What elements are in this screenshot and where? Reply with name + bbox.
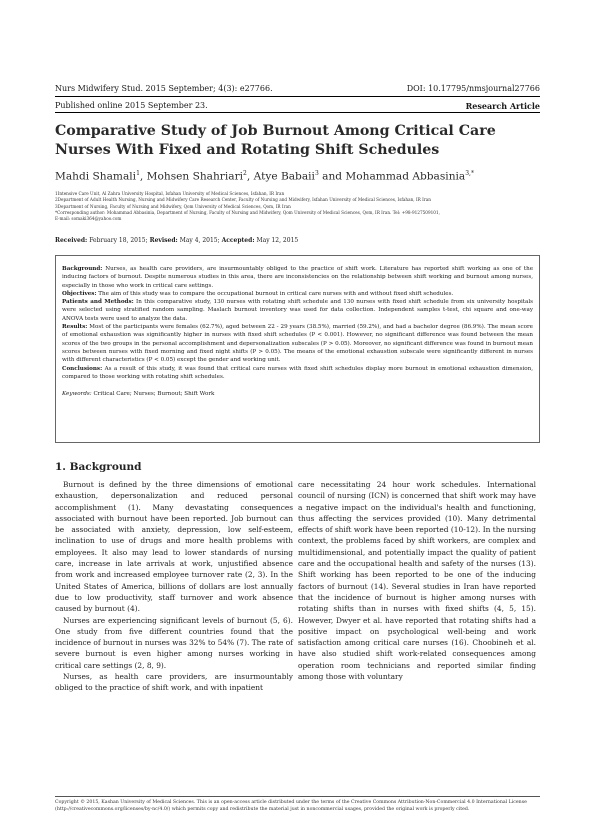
accepted-date: May 12, 2015 xyxy=(256,237,299,244)
author-name: Mohammad Abbasinia xyxy=(345,170,466,183)
journal-header xyxy=(55,84,540,93)
article-type: Research Article xyxy=(465,101,540,111)
published-date: Published online 2015 September 23. xyxy=(55,101,208,110)
copyright-notice: Copyright © 2015, Kashan University of Medical Sciences. This is an open-access article distributed under the terms of the Creative Commons Attribution-Non-Commercial 4.0 International License (http://creativecommons.org/licenses/by-nc/4.0/) which permits copy and redistribute the material just in noncommercial usages, provided the original work is properly cited. xyxy=(55,800,527,812)
header-rule-top xyxy=(55,96,540,97)
body-paragraph: Nurses are experiencing significant levels of burnout (5, 6). One study from five different countries found that the incidence of burnout in nurses was 32% to 54% (7). The rate of severe burnout is even higher among nurses working in critical care settings (2, 8, 9). xyxy=(55,615,293,670)
abstract-methods: Patients and Methods: In this comparative study, 130 nurses with rotating shift schedule and 130 nurses with fixed shift schedule from six university hospitals were selected using stratified random sampling. Maslach burnout inventory was used for data collection. Independent samples t-test, chi square and one-way ANOVA tests were used to analyze the data. xyxy=(62,299,533,322)
author-affiliation-marker: 2 xyxy=(243,170,247,177)
body-column-right xyxy=(298,479,536,682)
doi-link[interactable]: DOI: 10.17795/nmsjournal27766 xyxy=(406,84,540,93)
author-name: Mahdi Shamali xyxy=(55,170,137,183)
affiliation-line: 1Intensive Care Unit, Al Zahra University Hospital, Isfahan University of Medical Sciences, Isfahan, IR Iran xyxy=(55,191,285,196)
author-name: Mohsen Shahriari xyxy=(146,170,244,183)
author-name: Atye Babaii xyxy=(253,170,315,183)
body-paragraph: care necessitating 24 hour work schedules. International council of nursing (ICN) is concerned that shift work may have a negative impact on the individual's health and functioning, thus affecting the services provided (10). Many detrimental effects of shift work have been reported (10-12). In the nursing context, the problems faced by shift workers, are complex and multidimensional, and potentially impact the quality of patient care and the occupational health and safety of the nurses (13). Shift working has been reported to be one of the inducing factors of burnout (14). Several studies in Iran have reported that the incidence of burnout is higher among nurses with rotating shifts than in nurses with fixed shifts (4, 5, 15). However, Dwyer et al. have reported that rotating shifts had a positive impact on psychological well-being and work satisfaction among critical care nurses (16). Choobineh et al. have also studied shift work-related consequences among operation room technicians and reported similar finding among those with voluntary xyxy=(298,480,536,682)
author-affiliation-marker: 1 xyxy=(136,170,140,177)
article-title: Comparative Study of Job Burnout Among Critical Care Nurses With Fixed and Rotating Shift Schedules xyxy=(55,123,496,158)
affiliations xyxy=(55,191,540,222)
abstract-objectives: Objectives: The aim of this study was to compare the occupational burnout in critical care nurses with and without fixed shift schedules. xyxy=(62,290,454,297)
article-dates: Received: February 18, 2015; Revised: May 4, 2015; Accepted: May 12, 2015 xyxy=(55,237,299,244)
affiliation-line: 3Department of Nursing, Faculty of Nursing and Midwifery, Qom University of Medical Sciences, Qom, IR Iran xyxy=(55,203,291,209)
header-rule-bottom xyxy=(55,112,540,113)
body-column-left xyxy=(55,479,293,694)
author-affiliation-marker: 3 xyxy=(314,170,319,177)
keywords: Keywords: Critical Care; Nurses; Burnout; Shift Work xyxy=(62,391,215,398)
revised-date: May 4, 2015; xyxy=(179,237,220,244)
abstract-background: Background: Nurses, as health care providers, are insurmountably obliged to the practice of shift work. Literature has reported shift working as one of the inducing factors of burnout. Despite numerous studies in this area, there are inconsistencies on the relationship between shift working and burnout among nurses, especially in those who work in critical care settings. xyxy=(62,266,534,289)
publication-info xyxy=(55,101,540,111)
abstract-results: Results: Most of the participants were females (62.7%), aged between 22 - 29 years (38.5%), married (59.2%), and had a bachelor degree (86.9%). The mean score of emotional exhaustion was significantly higher in nurses with fixed shift schedules (P < 0.001). However, no significant difference was found between the mean scores of the two groups in the personal accomplishment and depersonalization subscales (P > 0.05). Moreover, no significant difference was found in burnout mean scores between nurses with fixed morning and fixed night shifts (P > 0.05). The means of the emotional exhaustion subscale were significantly different in nurses with different characteristics (P < 0.05) except the gender and working unit. xyxy=(62,324,533,364)
corresponding-author: *Corresponding author: Mohammad Abbasinia, Department of Nursing, Faculty of Nursing and Midwifery, Qom University of Medical Sciences, Qom, IR Iran. Tel: +98-9127509101, xyxy=(55,209,440,215)
affiliation-line: 2Department of Adult Health Nursing, Nursing and Midwifery Care Research Center, Faculty of Nursing and Midwifery, Isfahan University of Medical Sciences, Isfahan, IR Iran xyxy=(55,197,431,203)
abstract-box xyxy=(55,255,540,443)
body-paragraph: Burnout is defined by the three dimensions of emotional exhaustion, depersonalization and reduced personal accomplishment (1). Many devastating consequences associated with burnout have been reported. Job burnout can be associated with anxiety, depression, low self-esteem, inclination to use of drugs and more health problems with employees. It also may lead to lower standards of nursing care, increase in late arrivals at work, unjustified absence from work and increased employee turnover rate (2, 3). In the United States of America, billions of dollars are lost annually due to low productivity, staff turnover and work absence caused by burnout (4). xyxy=(55,480,293,614)
section-heading: 1. Background xyxy=(55,461,142,473)
journal-reference: Nurs Midwifery Stud. 2015 September; 4(3): e27766. xyxy=(55,84,273,93)
author-affiliation-marker: 3,* xyxy=(465,170,474,177)
footer-rule xyxy=(55,796,540,797)
corresponding-email[interactable]: E-mail: somaki364@yahoo.com xyxy=(55,216,122,222)
abstract-conclusions: Conclusions: As a result of this study, it was found that critical care nurses with fixed shift schedules display more burnout in emotional exhaustion dimension, compared to those working with rotating shift schedules. xyxy=(62,365,534,380)
author-list: Mahdi Shamali$^1$, Mohsen Shahriari$^2$, Atye Babaii$^3$ and Mohammad Abbasinia$^{3,*}$ xyxy=(55,170,474,183)
body-paragraph: Nurses, as health care providers, are insurmountably obliged to the practice of shift work, and with inpatient xyxy=(55,672,293,693)
received-date: February 18, 2015; xyxy=(89,237,148,244)
